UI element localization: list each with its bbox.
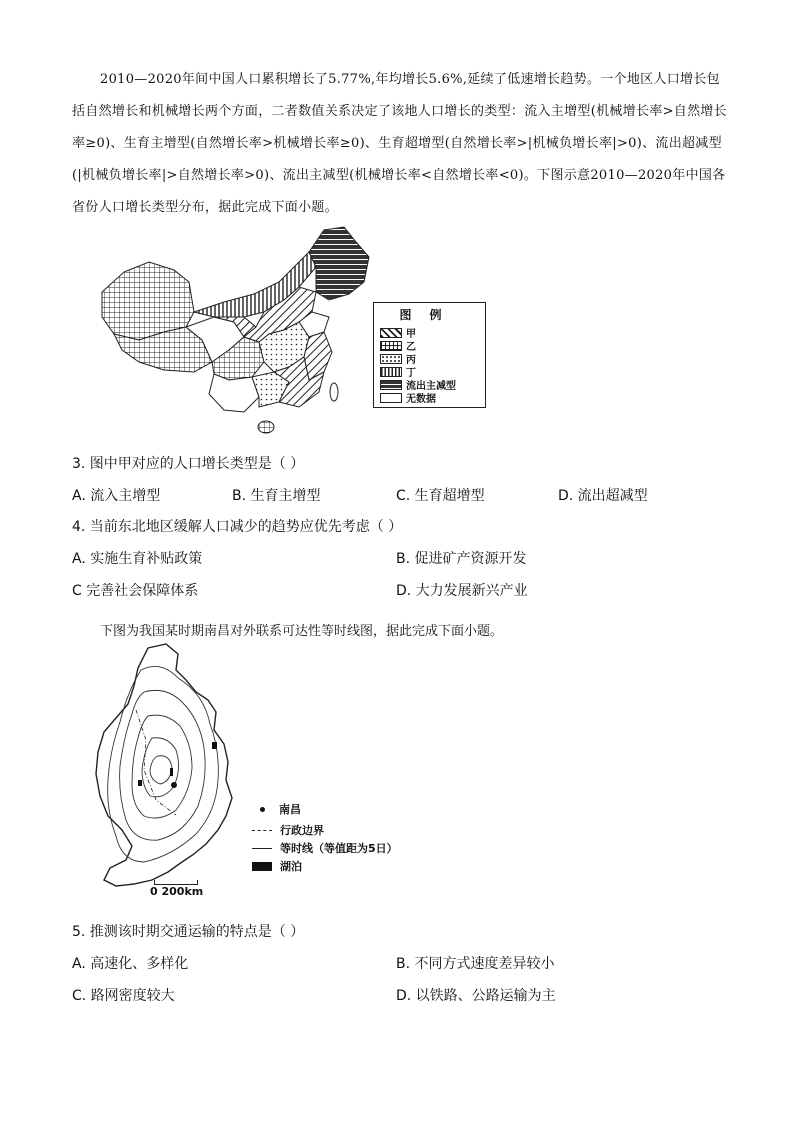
map2-legend-lake: 湖泊 (252, 858, 302, 874)
intro-paragraph-2: 下图为我国某时期南昌对外联系可达性等时线图，据此完成下面小题。 (100, 624, 504, 639)
legend-item: 流出主减型 (380, 377, 456, 392)
legend-item: 无数据 (380, 390, 436, 405)
legend-item: 丙 (380, 351, 416, 366)
scale-bar: 0 200km (150, 880, 203, 898)
q5-option-c: C. 路网密度较大 (72, 988, 175, 1004)
lake-swatch-icon (252, 862, 272, 871)
question-4-stem: 4. 当前东北地区缓解人口减少的趋势应优先考虑（ ） (72, 519, 403, 535)
q3-option-a: A. 流入主增型 (72, 488, 161, 504)
legend-title: 图例 (399, 308, 460, 322)
china-population-map (94, 222, 384, 437)
q4-option-d: D. 大力发展新兴产业 (396, 583, 528, 599)
map1-legend (373, 302, 486, 408)
map2-legend-admin-boundary: 行政边界 (252, 822, 324, 838)
q4-option-c: C 完善社会保障体系 (72, 583, 199, 599)
q3-option-d: D. 流出超减型 (558, 488, 648, 504)
legend-item: 乙 (380, 338, 416, 353)
q3-option-c: C. 生育超增型 (396, 488, 485, 504)
intro-paragraph: 2010—2020年间中国人口累积增长了5.77%,年均增长5.6%,延续了低速增长趋势。一个地区人口增长包括自然增长和机械增长两个方面，二者数值关系决定了该地人口增长的类型：流入主增型(机械增长率>自然增长率≥0)、生育主增型(自然增长率>机械增长率≥0)、生育超增型(自然增长率>|机械负增长率|>0)、流出超减型(|机械负增长率|>自然增长率>0)、流出主减型(机械增长率<自然增长率<0)。下图示意2010—2020年中国各省份人口增长类型分布，据此完成下面小题。 (72, 72, 727, 215)
nanchang-isochrone-map (86, 640, 256, 900)
q5-option-d: D. 以铁路、公路运输为主 (396, 988, 556, 1004)
dot-icon (260, 807, 265, 812)
question-5-stem: 5. 推测该时期交通运输的特点是（ ） (72, 924, 305, 940)
question-3-stem: 3. 图中甲对应的人口增长类型是（ ） (72, 456, 305, 472)
q5-option-a: A. 高速化、多样化 (72, 956, 189, 972)
dash-line-icon (252, 830, 272, 831)
q4-option-b: B. 促进矿产资源开发 (396, 551, 527, 567)
line-icon (252, 848, 272, 849)
legend-item: 丁 (380, 364, 416, 379)
map2-legend-isochrone: 等时线（等值距为5日） (252, 840, 398, 856)
map2-legend-nanchang: 南昌 (260, 801, 301, 817)
q3-option-b: B. 生育主增型 (232, 488, 321, 504)
q4-option-a: A. 实施生育补贴政策 (72, 551, 203, 567)
q5-option-b: B. 不同方式速度差异较小 (396, 956, 555, 972)
legend-item: 甲 (380, 325, 416, 340)
